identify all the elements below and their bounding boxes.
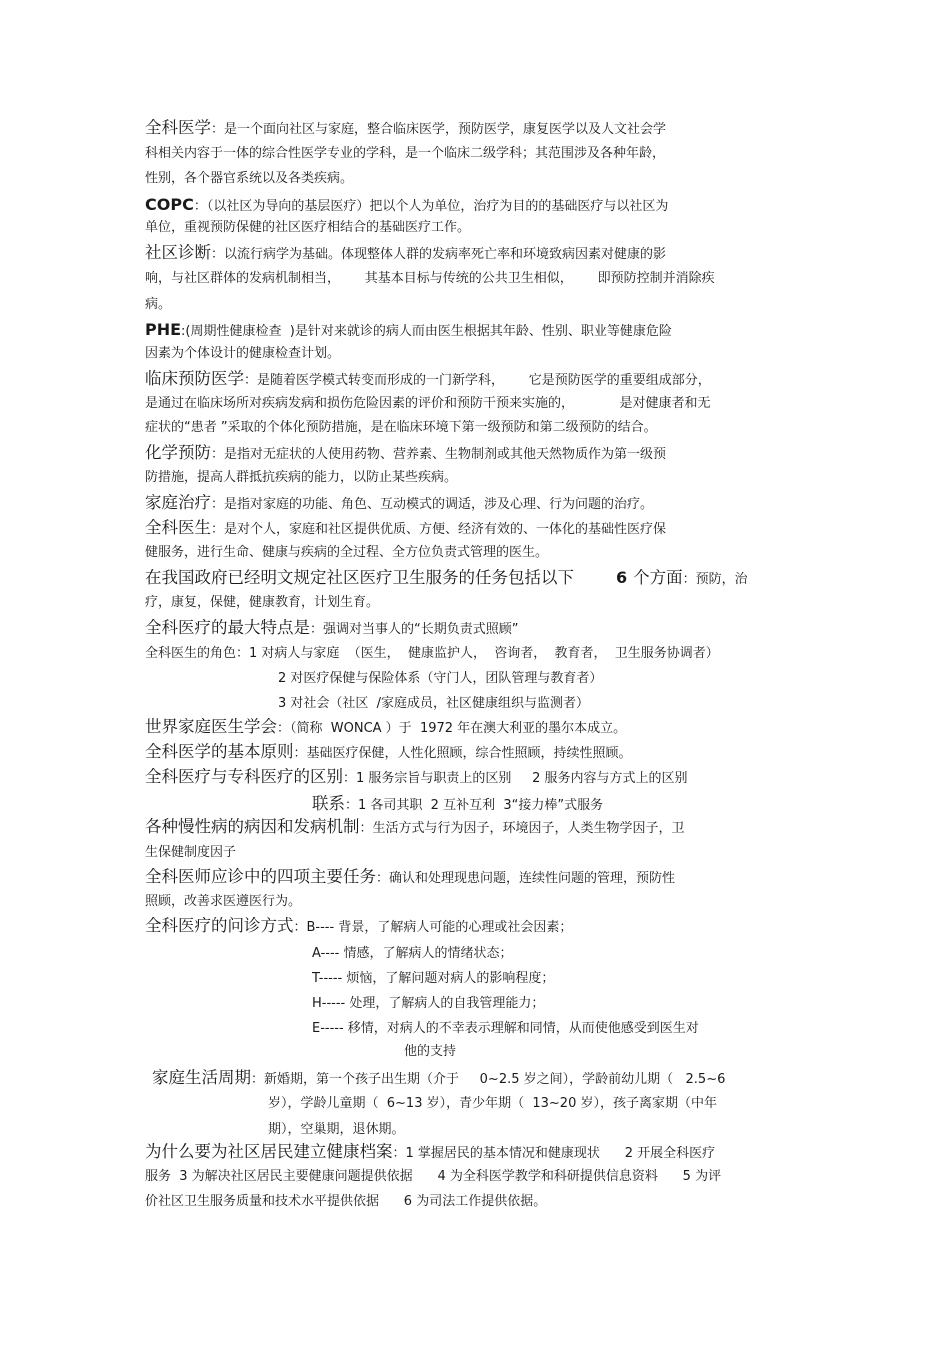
term-heading: 全科医疗的最大特点是 — [145, 618, 310, 637]
definition-text: ：1 掌握居民的基本情况和健康现状 2 开展全科医疗 — [392, 1146, 716, 1161]
term-heading: 全科医疗与专科医疗的区别 — [145, 767, 343, 786]
paragraph-line — [145, 1143, 715, 1163]
definition-text: ：是对个人，家庭和社区提供优质、方便、经济有效的、一体化的基础性医疗保 — [211, 522, 667, 537]
definition-text: ：预防，治 — [682, 572, 748, 587]
paragraph-line — [145, 444, 666, 464]
paragraph-line: 健服务，进行生命、健康与疾病的全过程、全方位负责式管理的医生。 — [145, 545, 549, 560]
paragraph-line — [145, 718, 626, 738]
paragraph-line — [145, 619, 518, 639]
term-heading: 为什么要为社区居民建立健康档案 — [145, 1142, 393, 1161]
definition-text: ：1 服务宗旨与职责上的区别 2 服务内容与方式上的区别 — [343, 771, 688, 786]
term-heading: 家庭生活周期 — [152, 1068, 251, 1087]
term-heading: 全科医师应诊中的四项主要任务 — [145, 867, 376, 886]
paragraph-line: T----- 烦恼，了解问题对病人的影响程度； — [312, 971, 555, 986]
paragraph-line: 是通过在临床场所对疾病发病和损伤危险因素的评价和预防干预来实施的， 是对健康者和无 — [145, 396, 711, 411]
paragraph-line: 他的支持 — [404, 1044, 457, 1059]
term-heading: 临床预防医学 — [145, 369, 244, 388]
definition-text: :(周期性健康检查 )是针对来就诊的病人而由医生根据其年龄、性别、职业等健康危险 — [181, 324, 672, 339]
paragraph-line: 期），空巢期，退休期。 — [268, 1122, 405, 1137]
definition-text: ：确认和处理现患问题，连续性问题的管理，预防性 — [376, 871, 676, 886]
paragraph-line: 因素为个体设计的健康检查计划。 — [145, 346, 341, 361]
term-heading: 全科医学 — [145, 118, 211, 137]
term-heading: 家庭治疗 — [145, 493, 211, 512]
paragraph-line — [145, 569, 748, 589]
term-heading: 全科医疗的问诊方式 — [145, 916, 294, 935]
paragraph-line: 单位，重视预防保健的社区医疗相结合的基础医疗工作。 — [145, 220, 471, 235]
paragraph-line: 照顾，改善求医遵医行为。 — [145, 894, 302, 909]
paragraph-line: A---- 情感，了解病人的情绪状态； — [312, 946, 513, 961]
paragraph-line — [145, 868, 675, 888]
term-heading: COPC — [145, 195, 194, 214]
paragraph-line — [312, 795, 603, 815]
term-heading: PHE — [145, 320, 182, 339]
paragraph-line: 2 对医疗保健与保险体系（守门人，团队管理与教育者） — [278, 671, 603, 686]
definition-text: ：（以社区为导向的基层医疗）把以个人为单位，治疗为目的的基础医疗与以社区为 — [193, 199, 669, 214]
paragraph-line: 症状的“患者 ”采取的个体化预防措施，是在临床环境下第一级预防和第二级预防的结合。 — [145, 420, 657, 435]
definition-text: ：是一个面向社区与家庭，整合临床医学，预防医学，康复医学以及人文社会学 — [211, 122, 667, 137]
paragraph-line: 价社区卫生服务质量和技术水平提供依据 6 为司法工作提供依据。 — [145, 1194, 547, 1209]
paragraph-line — [145, 768, 687, 788]
paragraph-line — [145, 818, 685, 838]
paragraph-line — [145, 321, 672, 341]
paragraph-line — [145, 645, 719, 663]
paragraph-line: 生保健制度因子 — [145, 845, 237, 860]
paragraph-line: H----- 处理，了解病人的自我管理能力； — [312, 996, 545, 1011]
paragraph-line — [145, 196, 668, 216]
paragraph-line: 服务 3 为解决社区居民主要健康问题提供依据 4 为全科医学教学和科研提供信息资料 5 为评 — [145, 1169, 722, 1184]
paragraph-line — [145, 244, 666, 264]
term-heading: 全科医生 — [145, 518, 211, 537]
paragraph-line — [145, 743, 632, 763]
paragraph-line: 性别，各个器官系统以及各类疾病。 — [145, 171, 354, 186]
paragraph-line: 科相关内容于一体的综合性医学专业的学科，是一个临床二级学科；其范围涉及各种年龄， — [145, 146, 666, 161]
definition-text: ：1 各司其职 2 互补互利 3“接力棒”式服务 — [345, 798, 604, 813]
paragraph-line: 3 对社会（社区 /家庭成员，社区健康组织与监测者） — [278, 696, 590, 711]
paragraph-line — [145, 494, 653, 514]
definition-text: ：基础医疗保健，人性化照顾，综合性照顾，持续性照顾。 — [293, 746, 632, 761]
term-heading: 各种慢性病的病因和发病机制 — [145, 817, 360, 836]
definition-text: ：以流行病学为基础。体现整体人群的发病率死亡率和环境致病因素对健康的影 — [211, 247, 667, 262]
definition-text: ：是指对家庭的功能、角色、互动模式的调适，涉及心理、行为问题的治疗。 — [211, 497, 654, 512]
definition-text: ：生活方式与行为因子，环境因子，人类生物学因子，卫 — [359, 821, 685, 836]
paragraph-line: 岁），学龄儿童期（ 6~13 岁），青少年期（ 13~20 岁），孩子离家期（中年 — [268, 1096, 717, 1111]
paragraph-line — [145, 917, 572, 937]
term-heading: 个方面 — [633, 568, 683, 587]
paragraph-line: 病。 — [145, 297, 172, 312]
paragraph-line: 响，与社区群体的发病机制相当， 其基本目标与传统的公共卫生相似， 即预防控制并消除疾 — [145, 271, 715, 286]
definition-text: ：1 对病人与家庭 （医生， 健康监护人， 咨询者， 教育者， 卫生服务协调者） — [236, 646, 719, 661]
definition-text: ：新婚期，第一个孩子出生期（介于 0~2.5 岁之间），学龄前幼儿期（ 2.5~6 — [251, 1072, 726, 1087]
term-heading: 在我国政府已经明文规定社区医疗卫生服务的任务包括以下 — [145, 568, 574, 587]
paragraph-line: 疗，康复，保健，健康教育，计划生育。 — [145, 595, 380, 610]
paragraph-line — [145, 119, 666, 139]
paragraph-line: E----- 移情，对病人的不幸表示理解和同情，从而使他感受到医生对 — [312, 1021, 699, 1036]
paragraph-line: 防措施，提高人群抵抗疾病的能力，以防止某些疾病。 — [145, 470, 458, 485]
term-heading: 全科医生的角色 — [145, 646, 237, 661]
paragraph-line — [145, 519, 666, 539]
term-heading: 化学预防 — [145, 443, 211, 462]
number-emphasis: 6 — [616, 568, 628, 587]
term-heading: 世界家庭医生学会 — [145, 717, 277, 736]
definition-text: ：是指对无症状的人使用药物、营养素、生物制剂或其他天然物质作为第一级预 — [211, 447, 667, 462]
term-heading: 全科医学的基本原则 — [145, 742, 294, 761]
definition-text: ：强调对当事人的“长期负责式照顾” — [310, 622, 519, 637]
term-heading: 社区诊断 — [145, 243, 211, 262]
definition-text: ：B---- 背景，了解病人可能的心理或社会因素； — [293, 920, 573, 935]
paragraph-line — [152, 1069, 725, 1089]
term-heading: 联系 — [312, 794, 345, 813]
definition-text: ：是随着医学模式转变而形成的一门新学科， 它是预防医学的重要组成部分， — [244, 373, 711, 388]
definition-text: ：（简称 WONCA ）于 1972 年在澳大利亚的墨尔本成立。 — [277, 721, 627, 736]
paragraph-line — [145, 370, 711, 390]
